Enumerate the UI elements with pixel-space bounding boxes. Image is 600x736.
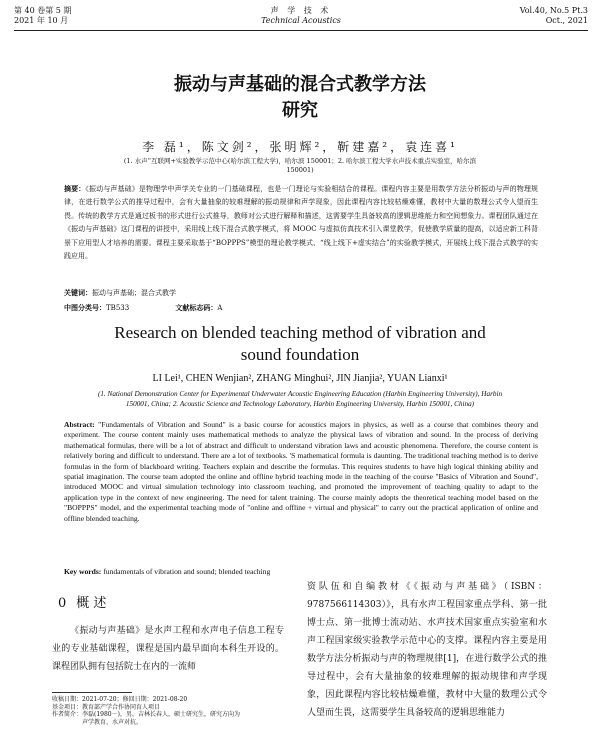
right-column [307, 578, 547, 722]
volume-en: Vol.40, No.5 Pt.3 [519, 6, 588, 15]
affiliation-cn-line-1: (1. 水声“互联网+实验教学示范中心(哈尔滨工程大学)，哈尔滨 150001；2. 哈尔滨工程大学水声技术重点实验室，哈尔滨 [123, 157, 477, 165]
title-en-line-2: sound foundation [240, 345, 360, 364]
document-code [175, 304, 244, 312]
abstract-en-text: "Fundamentals of Vibration and Sound" is a basic course for acoustics majors in physics, as well as a course that combines theory and experiment. The course content mainly uses mathematical methods to analyze the physical laws of vibration and sound. In the process of deriving mathematical formulas, there will be a lot of abstract and difficult to understand vibration laws and acoustic phenomena. Therefore, the course content is relatively boring and difficult to understand. There are a lot of textbooks. 'S mathematical formula is daunting. The traditional teaching method is to derive formulas in the form of blackboard writing. Teachers explain and describe the formulas. This requires students to have high logical thinking ability and spatial imagination. The course team adopted the online and offline hybrid teaching mode in the teaching of the course "Basics of Vibration and Sound", introduced MOOC and virtual simulation technology into classroom teaching, and promoted the improvement of teaching quality to adapt to the application type in the context of new engineering. The need for talent training. The course mainly adopts the theoretical teaching model based on the "BOPPPS" model, and the experimental teaching mode of "online and offline + virtual and physical" to carry out the practical application of online and offline blended teaching. [64, 420, 538, 523]
volume-cn: 第 40 卷第 5 期 [14, 6, 72, 15]
footnote-received: 收稿日期：2021-07-20；修回日期：2021-08-20 [52, 696, 188, 703]
keywords-en [64, 567, 538, 577]
clc-code [64, 304, 151, 312]
intro-paragraph-left: 《振动与声基础》是水声工程和水声电子信息工程专业的专业基础课程，课程是国内最早面向本科生开设的。课程团队拥有包括院士在内的一流师 [52, 626, 284, 672]
classification-cn [64, 302, 538, 314]
footnote-author-cont: 声学教育、水声对抗。 [52, 718, 143, 726]
title-cn-line-2: 研究 [282, 100, 318, 121]
journal-name-en: Technical Acoustics [261, 16, 341, 25]
running-header [14, 6, 588, 32]
affiliation-en-line-2: 150001, China; 2. Acoustic Science and Technology Laboratory, Harbin Engineering University, Harbin 150001, China) [125, 400, 475, 408]
footnote-funding: 基金项目：教育部产学合作协同育人项目 [52, 703, 161, 711]
authors-en: LI Lei¹, CHEN Wenjian², ZHANG Minghui², JIN Jianjia², YUAN Lianxi¹ [152, 373, 448, 384]
left-column [52, 586, 284, 676]
abstract-en-label: Abstract: [64, 420, 95, 429]
clc-value: TB533 [106, 304, 130, 312]
abstract-cn [64, 182, 538, 263]
title-cn-line-1: 振动与声基础的混合式教学方法 [174, 74, 426, 95]
section-title: 概 述 [76, 596, 107, 611]
affiliation-cn-line-2: 150001) [286, 166, 314, 174]
footnote-rule [52, 692, 132, 693]
affiliation-cn [70, 157, 530, 175]
keywords-cn [64, 287, 538, 299]
footnote [52, 696, 292, 726]
abstract-cn-text: 《振动与声基础》是物理学中声学关专业的一门基础课程，也是一门理论与实验相结合的课程。课程内容主要是用数学方法分析振动与声的物理规律，在进行数学公式的推导过程中，会有大量抽象的较难理解的振动规律和声学现象，因此课程内容比较枯燥难懂，教材中大量的数理公式令人望而生畏。传统的教学方式是通过板书的形式进行公式推导，教师对公式进行解释和描述，这需要学生具备较高的逻辑思维能力和空间想象力。课程团队通过在《振动与声基础》这门课程的讲授中，采用线上线下混合式教学模式，将 MOOC 与虚拟仿真技术引入课堂教学，促使教学质量的提高，以适应新工科背景下应用型人才培养的需要。课程主要采取基于“BOPPPS”模型的理论教学模式、“线上线下+虚实结合”的实验教学模式，开展线上线下混合式教学的实践应用。 [64, 185, 539, 261]
journal-name-cn: 声 学 技 术 [270, 6, 332, 15]
intro-paragraph-right: 资队伍和自编教材《《振动与声基础》（ISBN：9787566114303）》，具有水声工程国家重点学科、第一批博士点、第一批博士流动站、水声技术国家重点实验室和水声工程国家级实验教学示范中心的支撑。课程内容主要是用数学方法分析振动与声的物理规律[1]，在进行数学公式的推导过程中，会有大量抽象的较难理解的振动规律和声学现象，因此课程内容比较枯燥难懂，教材中大量的数理公式令人望而生畏，这需要学生具备较高的逻辑思维能力 [307, 582, 547, 718]
authors-cn: 李 磊¹，陈文剑²，张明辉²，靳建嘉²，袁连喜¹ [142, 140, 458, 154]
title-en [40, 322, 560, 366]
section-heading [58, 594, 284, 614]
footnote-author: 作者简介：李磊(1980－)，男，吉林长春人，硕士研究生，研究方向为 [52, 711, 240, 719]
affiliation-en [66, 389, 534, 409]
abstract-cn-label: 摘要： [64, 184, 86, 193]
keywords-en-label: Key words: [64, 567, 102, 576]
date-en: Oct., 2021 [545, 16, 588, 25]
affiliation-en-line-1: (1. National Demonstration Center for Experimental Underwater Acoustic Engineering Education (Harbin Engineering University), Harbin [97, 390, 503, 398]
keywords-cn-text: 振动与声基础；混合式教学 [92, 289, 176, 297]
abstract-en [64, 420, 538, 524]
doc-value: A [217, 304, 223, 312]
header-right [520, 6, 588, 26]
title-cn [60, 72, 540, 124]
keywords-en-text: fundamentals of vibration and sound; blended teaching [101, 567, 271, 576]
section-number: 0 [58, 596, 67, 611]
clc-label: 中图分类号： [64, 303, 106, 312]
doc-label: 文献标志码： [175, 303, 218, 312]
keywords-cn-label: 关键词： [64, 288, 92, 297]
title-en-line-1: Research on blended teaching method of vibration and [114, 323, 486, 342]
date-cn: 2021 年 10 月 [14, 16, 69, 25]
header-rule [14, 30, 588, 31]
